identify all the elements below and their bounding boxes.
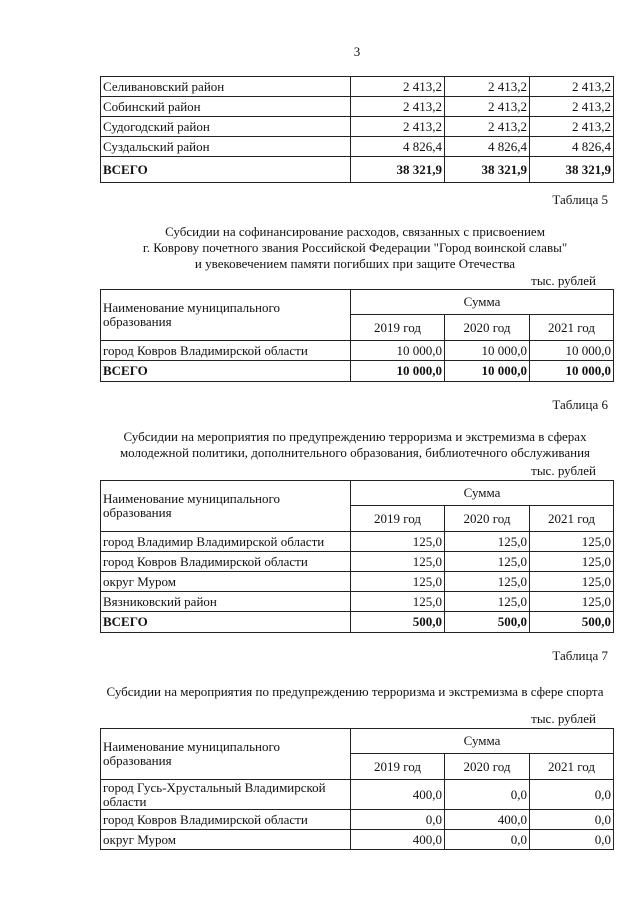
header-row	[101, 729, 614, 754]
table-row	[101, 810, 614, 830]
table-cell: город Ковров Владимирской области	[101, 810, 351, 830]
table-cell: 2021 год	[530, 315, 614, 341]
table-cell: 2 413,2	[351, 97, 445, 117]
table-cell: 0,0	[445, 780, 530, 810]
total-row	[101, 157, 614, 183]
table-cell: 0,0	[351, 810, 445, 830]
table-cell: 2 413,2	[445, 117, 530, 137]
table-7-title	[90, 684, 620, 700]
table-row	[101, 77, 614, 97]
table-cell: город Гусь-Хрустальный Владимирской области	[101, 780, 351, 810]
table-cell: 2 413,2	[530, 117, 614, 137]
unit-label: тыс. рублей	[531, 273, 596, 288]
table-row	[101, 532, 614, 552]
table-cell: 125,0	[351, 552, 445, 572]
table-cell: 0,0	[530, 810, 614, 830]
table-6-label: Таблица 6	[552, 397, 608, 412]
table-cell: 2019 год	[351, 315, 445, 341]
table-cell: 2020 год	[445, 506, 530, 532]
table-cell: 2 413,2	[445, 77, 530, 97]
table-cell: 0,0	[445, 830, 530, 850]
table-cell: ВСЕГО	[101, 157, 351, 183]
table-cell: Наименование муниципального образования	[101, 481, 351, 532]
table-cell: 500,0	[445, 612, 530, 633]
table-cell: 400,0	[445, 810, 530, 830]
table-cell: 125,0	[351, 532, 445, 552]
table-cell: 2019 год	[351, 506, 445, 532]
table-cell: 125,0	[530, 532, 614, 552]
table-cell: 4 826,4	[530, 137, 614, 157]
table-cell: 2020 год	[445, 315, 530, 341]
table-cell: город Ковров Владимирской области	[101, 552, 351, 572]
table-cell: 38 321,9	[351, 157, 445, 183]
title-line: Субсидии на софинансирование расходов, связанных с присвоением	[165, 224, 545, 239]
table-5-label: Таблица 5	[552, 192, 608, 207]
table-cell: 125,0	[530, 592, 614, 612]
table-5	[100, 289, 614, 382]
table-cell: Собинский район	[101, 97, 351, 117]
title-line: г. Коврову почетного звания Российской Федерации "Город воинской славы"	[142, 240, 568, 255]
table-cell: 400,0	[351, 780, 445, 810]
table-cell: ВСЕГО	[101, 612, 351, 633]
table-cell: Сумма	[351, 481, 614, 506]
table-cell: 125,0	[445, 592, 530, 612]
table-cell: 125,0	[351, 592, 445, 612]
table-cell: 2021 год	[530, 754, 614, 780]
title-line: и увековечением памяти погибших при защите Отечества	[194, 256, 516, 271]
header-row	[101, 481, 614, 506]
table-row	[101, 137, 614, 157]
table-cell: ВСЕГО	[101, 361, 351, 382]
table-cell: округ Муром	[101, 572, 351, 592]
table-cell: 500,0	[530, 612, 614, 633]
table-cell: 38 321,9	[445, 157, 530, 183]
table-cell: 400,0	[351, 830, 445, 850]
table-row	[101, 117, 614, 137]
table-row	[101, 552, 614, 572]
table-cell: 2 413,2	[351, 117, 445, 137]
table-cell: 38 321,9	[530, 157, 614, 183]
table-cell: Наименование муниципального образования	[101, 729, 351, 780]
unit-label: тыс. рублей	[531, 463, 596, 478]
table-cell: 2 413,2	[445, 97, 530, 117]
table-6	[100, 480, 614, 633]
header-row	[101, 290, 614, 315]
table-cell: округ Муром	[101, 830, 351, 850]
table-cell: 4 826,4	[351, 137, 445, 157]
table-cell: 2 413,2	[351, 77, 445, 97]
table-cell: 10 000,0	[445, 341, 530, 361]
table-cell: город Владимир Владимирской области	[101, 532, 351, 552]
table-cell: 125,0	[445, 552, 530, 572]
table-cell: 2020 год	[445, 754, 530, 780]
table-cell: 125,0	[445, 572, 530, 592]
table-cell: Сумма	[351, 729, 614, 754]
table-row	[101, 341, 614, 361]
page-number: 3	[353, 44, 361, 59]
table-cell: Судогодский район	[101, 117, 351, 137]
table-row	[101, 780, 614, 810]
table-cell: 10 000,0	[530, 341, 614, 361]
total-row	[101, 361, 614, 382]
table-cell: 0,0	[530, 830, 614, 850]
table-cell: Сумма	[351, 290, 614, 315]
title-line: молодежной политики, дополнительного образования, библиотечного обслуживания	[119, 445, 591, 460]
table-cell: 2021 год	[530, 506, 614, 532]
unit-label: тыс. рублей	[531, 711, 596, 726]
table-cell: 125,0	[530, 572, 614, 592]
table-5-title	[90, 224, 620, 272]
table-cell: 125,0	[445, 532, 530, 552]
table-cell: Вязниковский район	[101, 592, 351, 612]
table-row	[101, 97, 614, 117]
table-cell: 500,0	[351, 612, 445, 633]
table-cell: 4 826,4	[445, 137, 530, 157]
table-4-continuation	[100, 76, 614, 183]
table-cell: 2 413,2	[530, 97, 614, 117]
table-cell: 125,0	[530, 552, 614, 572]
table-cell: 0,0	[530, 780, 614, 810]
table-cell: 10 000,0	[530, 361, 614, 382]
table-row	[101, 830, 614, 850]
table-cell: 125,0	[351, 572, 445, 592]
title-line: Субсидии на мероприятия по предупреждению терроризма и экстремизма в сфере спорта	[106, 684, 604, 699]
title-line: Субсидии на мероприятия по предупреждению терроризма и экстремизма в сферах	[123, 429, 587, 444]
table-cell: 2019 год	[351, 754, 445, 780]
table-cell: 10 000,0	[351, 341, 445, 361]
table-cell: 10 000,0	[445, 361, 530, 382]
table-6-title	[90, 429, 620, 461]
table-row	[101, 592, 614, 612]
table-row	[101, 572, 614, 592]
table-cell: город Ковров Владимирской области	[101, 341, 351, 361]
table-7-label: Таблица 7	[552, 648, 608, 663]
table-cell: 2 413,2	[530, 77, 614, 97]
total-row	[101, 612, 614, 633]
table-7	[100, 728, 614, 850]
table-cell: Наименование муниципального образования	[101, 290, 351, 341]
table-cell: Селивановский район	[101, 77, 351, 97]
table-cell: Суздальский район	[101, 137, 351, 157]
table-cell: 10 000,0	[351, 361, 445, 382]
